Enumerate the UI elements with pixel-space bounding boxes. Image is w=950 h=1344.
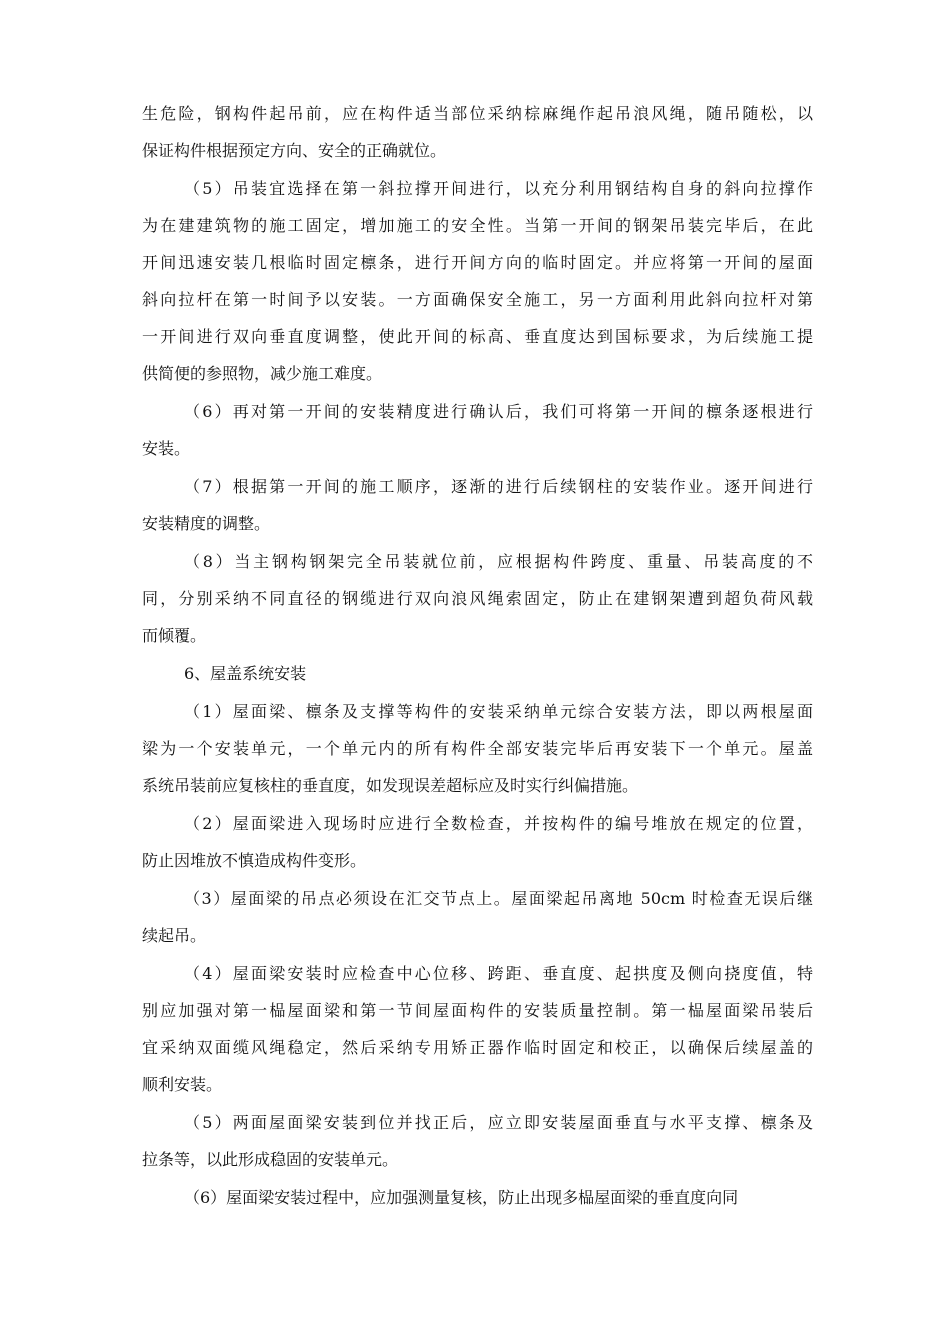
- paragraph: [142, 179, 813, 384]
- text-line: （4）屋面梁安装时应检查中心位移、跨距、垂直度、起拱度及侧向挠度值，特: [184, 964, 813, 983]
- text-line: 一开间进行双向垂直度调整，使此开间的标高、垂直度达到国标要求，为后续施工提: [142, 327, 813, 346]
- text-line: 顺利安装。: [142, 1075, 223, 1094]
- text-line: 安装。: [142, 439, 191, 458]
- text-line: （6）再对第一开间的安装精度进行确认后，我们可将第一开间的檩条逐根进行: [184, 402, 813, 421]
- paragraph: [142, 664, 813, 684]
- text-line: （5）吊装宜选择在第一斜拉撑开间进行，以充分利用钢结构自身的斜向拉撑作: [184, 179, 813, 198]
- text-line: 拉条等，以此形成稳固的安装单元。: [142, 1150, 399, 1169]
- paragraph: [142, 477, 813, 534]
- paragraph: [142, 402, 813, 459]
- text-line: 梁为一个安装单元，一个单元内的所有构件全部安装完毕后再安装下一个单元。屋盖: [142, 739, 813, 758]
- text-line: 保证构件根据预定方向、安全的正确就位。: [142, 141, 447, 160]
- text-line: 而倾覆。: [142, 626, 207, 645]
- text-line: （5）两面屋面梁安装到位并找正后，应立即安装屋面垂直与水平支撑、檩条及: [184, 1113, 813, 1132]
- paragraph: [142, 552, 813, 646]
- text-line: （1）屋面梁、檩条及支撑等构件的安装采纳单元综合安装方法，即以两根屋面: [184, 702, 813, 721]
- text-line: 别应加强对第一榀屋面梁和第一节间屋面构件的安装质量控制。第一榀屋面梁吊装后: [142, 1001, 813, 1020]
- text-line: 系统吊装前应复核柱的垂直度，如发现误差超标应及时实行纠偏措施。: [142, 776, 639, 795]
- text-line: 宜采纳双面缆风绳稳定，然后采纳专用矫正器作临时固定和校正，以确保后续屋盖的: [142, 1038, 813, 1057]
- text-line: 续起吊。: [142, 926, 207, 945]
- text-line: 生危险，钢构件起吊前，应在构件适当部位采纳棕麻绳作起吊浪风绳，随吊随松，以: [142, 104, 813, 123]
- paragraph: [142, 814, 813, 871]
- text-line: （3）屋面梁的吊点必须设在汇交节点上。屋面梁起吊离地 50cm 时检查无误后继: [184, 889, 813, 908]
- text-line: 6、屋盖系统安装: [184, 664, 307, 683]
- text-line: （6）屋面梁安装过程中，应加强测量复核，防止出现多榀屋面梁的垂直度向同: [184, 1188, 739, 1207]
- text-line: （2）屋面梁进入现场时应进行全数检查，并按构件的编号堆放在规定的位置，: [184, 814, 813, 833]
- paragraph: [142, 104, 813, 161]
- text-line: 斜向拉杆在第一时间予以安装。一方面确保安全施工，另一方面利用此斜向拉杆对第: [142, 290, 813, 309]
- paragraph: [142, 702, 813, 796]
- text-line: 同，分别采纳不同直径的钢缆进行双向浪风绳索固定，防止在建钢架遭到超负荷风载: [142, 589, 813, 608]
- text-line: 开间迅速安装几根临时固定檩条，进行开间方向的临时固定。并应将第一开间的屋面: [142, 253, 813, 272]
- paragraph: [142, 1113, 813, 1170]
- text-line: 防止因堆放不慎造成构件变形。: [142, 851, 367, 870]
- paragraph: [142, 889, 813, 946]
- text-line: 供简便的参照物，减少施工难度。: [142, 364, 383, 383]
- paragraph: [142, 964, 813, 1095]
- paragraph: [142, 1188, 813, 1208]
- text-line: （8）当主钢构钢架完全吊装就位前，应根据构件跨度、重量、吊装高度的不: [184, 552, 813, 571]
- text-line: 为在建建筑物的施工固定，增加施工的安全性。当第一开间的钢架吊装完毕后，在此: [142, 216, 813, 235]
- text-line: 安装精度的调整。: [142, 514, 271, 533]
- text-line: （7）根据第一开间的施工顺序，逐渐的进行后续钢柱的安装作业。逐开间进行: [184, 477, 813, 496]
